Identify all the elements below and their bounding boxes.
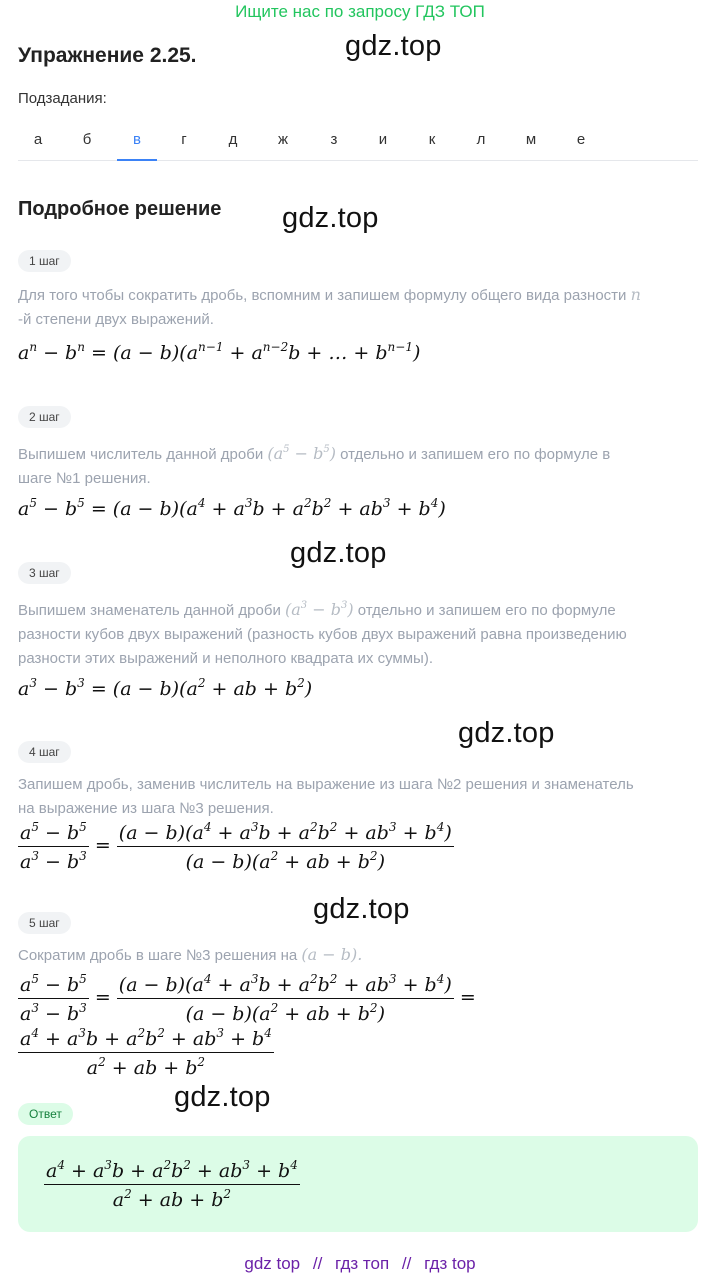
formula: $a^n - b^n = (a - b)(a^{n-1} + a^{n-2}b$ + … + $b^{n-1}$) bbox=[18, 340, 421, 364]
promo-banner[interactable]: Ищите нас по запросу ГДЗ ТОП bbox=[235, 2, 485, 21]
formula: $\frac{a^4 + a^3b + a^2b^2 + ab^3 + b^4}{a^2 + ab + b^2}$ bbox=[20, 1026, 272, 1079]
watermark: gdz.top bbox=[313, 893, 410, 925]
step-text: Выпишем знаменатель данной дроби $(a^3 - b^3)$ отдельно и запишем его по формуле разности кубов двух выражений (разность кубов двух выражений равна произведению разности этих выражений и неполного квадрата их суммы). bbox=[18, 600, 627, 667]
tab-a[interactable]: а bbox=[33, 131, 43, 148]
answer-formula: $\frac{a^4 + a^3b + a^2b^2 + ab^3 + b^4}{a^2 + ab + b^2}$ bbox=[46, 1158, 298, 1211]
tab-v[interactable]: в bbox=[117, 118, 157, 160]
footer-link[interactable]: gdz top bbox=[244, 1254, 301, 1273]
watermark: gdz.top bbox=[345, 30, 442, 62]
step-badge: 3 шаг bbox=[18, 562, 71, 584]
tab-z[interactable]: з bbox=[330, 131, 338, 148]
tab-e[interactable]: е bbox=[576, 131, 586, 148]
tab-k[interactable]: к bbox=[428, 131, 436, 148]
page-title: Упражнение 2.25. bbox=[18, 44, 197, 67]
subtask-tabs bbox=[18, 118, 698, 161]
tab-d[interactable]: д bbox=[228, 131, 238, 148]
tab-g[interactable]: г bbox=[181, 131, 187, 148]
formula: $\frac{a^5 - b^5}{a^3 - b^3}$ = $\frac{(a - b)(a^4 + a^3b + a^2b^2 + ab^3 + b^4)}{(a - b)(a^2 + ab + b^2)}$ bbox=[20, 820, 452, 873]
step-badge: 4 шаг bbox=[18, 741, 71, 763]
footer-link[interactable]: гдз top bbox=[424, 1254, 476, 1273]
tab-zh[interactable]: ж bbox=[277, 131, 289, 148]
answer-badge: Ответ bbox=[18, 1103, 73, 1125]
section-title: Подробное решение bbox=[18, 198, 222, 220]
step-badge: 1 шаг bbox=[18, 250, 71, 272]
footer-separator: // bbox=[401, 1254, 412, 1273]
step-text: Запишем дробь, заменив числитель на выражение из шага №2 решения и знаменатель на выражение из шага №3 решения. bbox=[18, 776, 634, 817]
formula: $a^5 - b^5 = (a - b)(a^4 + a^3b + a^2b^2 + ab^3 + b^4)$ bbox=[18, 496, 446, 520]
step-badge: 2 шаг bbox=[18, 406, 71, 428]
watermark: gdz.top bbox=[290, 537, 387, 569]
tab-b[interactable]: б bbox=[82, 131, 92, 148]
footer-links bbox=[0, 1254, 720, 1274]
step-text: Выпишем числитель данной дроби $(a^5 - b^5)$ отдельно и запишем его по формуле в шаге №1 решения. bbox=[18, 444, 611, 487]
answer-box bbox=[18, 1136, 698, 1232]
tab-i[interactable]: и bbox=[378, 131, 388, 148]
step-text: Сократим дробь в шаге №3 решения на (a − b). bbox=[18, 945, 363, 964]
footer-link[interactable]: гдз топ bbox=[335, 1254, 390, 1273]
formula: $a^3 - b^3 = (a - b)(a^2$ + ab + $b^2$) bbox=[18, 676, 313, 700]
step-text: Для того чтобы сократить дробь, вспомним и запишем формулу общего вида разности n -й степени двух выражений. bbox=[18, 285, 641, 328]
step-badge: 5 шаг bbox=[18, 912, 71, 934]
footer-separator: // bbox=[312, 1254, 323, 1273]
watermark: gdz.top bbox=[282, 202, 379, 234]
tab-m[interactable]: м bbox=[525, 131, 537, 148]
formula: $\frac{a^5 - b^5}{a^3 - b^3}$ = $\frac{(a - b)(a^4 + a^3b + a^2b^2 + ab^3 + b^4)}{(a - b)(a^2 + ab + b^2)}$ = bbox=[20, 972, 476, 1025]
watermark: gdz.top bbox=[174, 1081, 271, 1113]
subtasks-label: Подзадания: bbox=[18, 90, 107, 107]
watermark: gdz.top bbox=[458, 717, 555, 749]
tab-l[interactable]: л bbox=[476, 131, 486, 148]
